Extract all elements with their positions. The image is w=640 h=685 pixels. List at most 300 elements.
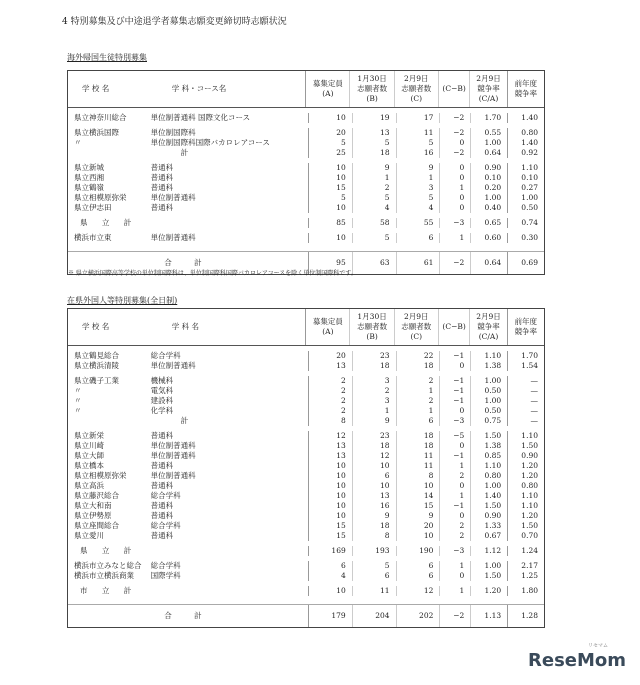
cell-ratio: 1.70 (470, 113, 507, 123)
group-total-row (68, 416, 544, 426)
row-group (68, 556, 544, 581)
cell-applicants-feb9: 18 (396, 431, 440, 441)
cell-applicants-feb9: 9 (396, 511, 440, 521)
table-row (68, 163, 544, 173)
cell-change: −2 (439, 128, 470, 138)
cell-capacity: 5 (308, 138, 352, 148)
cell-change: 0 (439, 163, 470, 173)
cell-ratio: 1.50 (470, 431, 507, 441)
grand-total-label: 合 計 (164, 258, 212, 267)
row-group (68, 123, 544, 158)
cell-change: 0 (439, 193, 470, 203)
cell-school: 〃 (74, 386, 82, 395)
cell-course (151, 218, 308, 228)
cell-applicants-jan30: 5 (352, 193, 396, 203)
cell-ratio: 1.33 (470, 521, 507, 531)
cell-applicants-jan30: 2 (352, 386, 396, 396)
cell-applicants-jan30: 12 (352, 451, 396, 461)
cell-ratio: 1.00 (470, 396, 507, 406)
cell-ratio: 0.85 (470, 451, 507, 461)
header-ratio: 2月9日 競争率 (C/A) (469, 71, 506, 107)
cell-applicants-jan30: 13 (352, 128, 396, 138)
cell-applicants-jan30: 23 (352, 431, 396, 441)
cell-course: 建設科 (150, 396, 174, 405)
header-applicants-feb9: 2月9日 志願者数 (C) (394, 309, 438, 345)
row-group (68, 213, 544, 228)
cell-school: 県立新城 (74, 163, 104, 172)
cell-change: 0 (439, 173, 470, 183)
table-row (68, 461, 544, 471)
grand-total-row (68, 604, 544, 627)
cell-course: 電気科 (150, 386, 174, 395)
cell-capacity: 2 (308, 376, 352, 386)
cell-course: 単位制普通科 (150, 193, 196, 202)
cell-prev-ratio: 1.20 (507, 511, 544, 521)
header-applicants-jan30: 1月30日 志願者数 (B) (349, 309, 393, 345)
cell-applicants-feb9: 2 (396, 376, 440, 386)
cell-capacity: 2 (308, 396, 352, 406)
cell-ratio: 0.65 (470, 218, 507, 228)
cell-capacity: 20 (308, 128, 352, 138)
cell-ratio: 0.40 (470, 203, 507, 213)
cell-course: 単位制普通科 (150, 233, 196, 242)
table-row (68, 441, 544, 451)
cell-course: 単位制普通科 (150, 451, 196, 460)
cell-applicants-feb9: 3 (396, 183, 440, 193)
table-row (68, 183, 544, 193)
cell-applicants-jan30: 16 (352, 501, 396, 511)
cell-change: −2 (439, 148, 470, 158)
cell-ratio: 1.10 (470, 351, 507, 361)
cell-prev-ratio: 1.20 (507, 461, 544, 471)
cell-change: −3 (439, 218, 470, 228)
grand-change: −2 (439, 605, 470, 627)
cell-school: 〃 (74, 396, 82, 405)
cell-prev-ratio: 1.40 (507, 113, 544, 123)
cell-prev-ratio: 1.70 (507, 351, 544, 361)
cell-course: 総合学科 (150, 351, 181, 360)
cell-applicants-feb9: 11 (396, 451, 440, 461)
cell-prev-ratio: 0.70 (507, 531, 544, 541)
cell-prev-ratio: 0.92 (507, 148, 544, 158)
cell-applicants-jan30: 18 (352, 361, 396, 371)
cell-change: 0 (439, 406, 470, 416)
grand-capacity: 179 (308, 605, 352, 627)
cell-prev-ratio: 0.27 (507, 183, 544, 193)
cell-applicants-feb9: 22 (396, 351, 440, 361)
cell-capacity: 5 (308, 193, 352, 203)
cell-ratio: 0.60 (470, 233, 507, 243)
table-row (68, 233, 544, 243)
cell-school: 県立新栄 (74, 431, 104, 440)
cell-capacity: 10 (308, 501, 352, 511)
cell-prev-ratio: 1.50 (507, 441, 544, 451)
cell-school: 県立藤沢総合 (74, 491, 119, 500)
cell-change: −1 (439, 501, 470, 511)
cell-school: 県立座間総合 (74, 521, 119, 530)
cell-capacity: 15 (308, 531, 352, 541)
cell-course: 単位制国際科国際バカロレアコース (150, 138, 270, 147)
cell-capacity: 12 (308, 431, 352, 441)
cell-capacity: 13 (308, 361, 352, 371)
cell-change: 0 (439, 571, 470, 581)
header-capacity: 募集定員 (A) (305, 309, 349, 345)
cell-course: 計 (180, 416, 189, 425)
cell-school: 県立愛川 (74, 531, 104, 540)
table-row (68, 571, 544, 581)
cell-school: 横浜市立東 (74, 233, 112, 242)
cell-course: 機械科 (150, 376, 174, 385)
cell-course: 単位制普通科 (150, 471, 196, 480)
cell-applicants-jan30: 9 (352, 511, 396, 521)
cell-prev-ratio: 0.80 (507, 481, 544, 491)
cell-applicants-feb9: 14 (396, 491, 440, 501)
cell-ratio: 1.00 (470, 193, 507, 203)
cell-course: 単位制普通科 (150, 441, 196, 450)
cell-prev-ratio: — (507, 396, 544, 406)
foreign-residents-applications-table (67, 308, 545, 628)
cell-school: 県立磯子工業 (74, 376, 119, 385)
cell-school: 県立大師 (74, 451, 104, 460)
table-row (68, 138, 544, 148)
cell-ratio: 0.50 (470, 406, 507, 416)
cell-change: −1 (439, 386, 470, 396)
cell-change: 2 (439, 471, 470, 481)
grand-applicants-jan30: 204 (352, 605, 396, 627)
grand-ratio: 0.64 (470, 252, 507, 274)
cell-applicants-feb9: 10 (396, 481, 440, 491)
cell-applicants-jan30: 6 (352, 571, 396, 581)
resemom-logo: ReseMom (528, 650, 627, 671)
cell-ratio: 0.90 (470, 511, 507, 521)
cell-capacity: 2 (308, 406, 352, 416)
cell-applicants-feb9: 6 (396, 416, 440, 426)
cell-school: 県立相模原弥栄 (74, 193, 127, 202)
cell-school: 県立鶴嶺 (74, 183, 104, 192)
cell-prev-ratio: 0.74 (507, 218, 544, 228)
cell-school: 〃 (74, 406, 82, 415)
cell-ratio: 1.50 (470, 501, 507, 511)
cell-prev-ratio: 0.80 (507, 128, 544, 138)
cell-applicants-feb9: 6 (396, 561, 440, 571)
row-group (68, 158, 544, 213)
cell-change: 1 (439, 561, 470, 571)
cell-course: 総合学科 (150, 491, 181, 500)
cell-capacity: 4 (308, 571, 352, 581)
cell-applicants-feb9: 1 (396, 386, 440, 396)
cell-change: 1 (439, 586, 470, 596)
footnote: ※ 県立横浜国際高等学校の単位制国際科は、単位制国際科国際バカロレアコースを除く単位制国際科です。 (68, 270, 357, 277)
cell-ratio: 1.40 (470, 491, 507, 501)
header-course: 学 科 名 (171, 322, 200, 331)
cell-capacity: 10 (308, 113, 352, 123)
cell-capacity: 10 (308, 491, 352, 501)
cell-school: 県立横浜清陵 (74, 361, 119, 370)
cell-ratio: 0.67 (470, 531, 507, 541)
cell-applicants-feb9: 10 (396, 531, 440, 541)
cell-prev-ratio: 0.30 (507, 233, 544, 243)
cell-change: −3 (439, 416, 470, 426)
cell-prev-ratio: 1.00 (507, 193, 544, 203)
table-row (68, 471, 544, 481)
table-row (68, 396, 544, 406)
cell-ratio: 1.00 (470, 481, 507, 491)
cell-applicants-jan30: 8 (352, 531, 396, 541)
cell-course: 単位制国際科 (150, 128, 196, 137)
header-capacity: 募集定員 (A) (305, 71, 349, 107)
cell-ratio: 1.00 (470, 561, 507, 571)
cell-applicants-jan30: 19 (352, 113, 396, 123)
cell-capacity: 10 (308, 586, 352, 596)
grand-applicants-feb9: 61 (396, 252, 440, 274)
cell-capacity: 10 (308, 471, 352, 481)
cell-prev-ratio: — (507, 376, 544, 386)
cell-change: 1 (439, 491, 470, 501)
cell-change: 2 (439, 521, 470, 531)
cell-applicants-feb9: 1 (396, 406, 440, 416)
cell-applicants-feb9: 12 (396, 586, 440, 596)
header-prev-ratio: 前年度 競争率 (507, 309, 544, 345)
document-title: 4 特別募集及び中途退学者募集志願変更締切時志願状況 (62, 17, 287, 27)
cell-applicants-jan30: 18 (352, 148, 396, 158)
cell-prev-ratio: 1.80 (507, 586, 544, 596)
cell-ratio: 1.12 (470, 546, 507, 556)
cell-change: 0 (439, 203, 470, 213)
grand-ratio: 1.13 (470, 605, 507, 627)
cell-prev-ratio: 1.10 (507, 163, 544, 173)
cell-change: −1 (439, 376, 470, 386)
returnee-applications-table (67, 70, 545, 275)
cell-prev-ratio: 0.10 (507, 173, 544, 183)
cell-change: −5 (439, 431, 470, 441)
cell-applicants-jan30: 3 (352, 396, 396, 406)
cell-capacity: 10 (308, 163, 352, 173)
table-row (68, 406, 544, 416)
cell-applicants-jan30: 3 (352, 376, 396, 386)
cell-course: 単位制普通科 国際文化コース (150, 113, 251, 122)
cell-school: 県立橋本 (74, 461, 104, 470)
cell-prev-ratio: 1.54 (507, 361, 544, 371)
cell-applicants-feb9: 4 (396, 203, 440, 213)
cell-applicants-jan30: 1 (352, 406, 396, 416)
cell-capacity: 25 (308, 148, 352, 158)
cell-course: 国際学科 (150, 571, 181, 580)
cell-prev-ratio: 1.24 (507, 546, 544, 556)
cell-course: 普通科 (150, 431, 174, 440)
group-total-row (68, 148, 544, 158)
cell-applicants-jan30: 9 (352, 163, 396, 173)
row-group (68, 346, 544, 371)
header-course: 学 科・コース名 (171, 84, 227, 93)
cell-applicants-feb9: 6 (396, 233, 440, 243)
cell-school (68, 416, 151, 426)
row-group (68, 541, 544, 556)
cell-capacity: 10 (308, 173, 352, 183)
cell-school: 横浜市立みなと総合 (74, 561, 142, 570)
cell-applicants-jan30: 58 (352, 218, 396, 228)
cell-school: 県立川崎 (74, 441, 104, 450)
cell-course: 普通科 (150, 481, 174, 490)
table-row (68, 361, 544, 371)
cell-ratio: 0.80 (470, 471, 507, 481)
table-row (68, 351, 544, 361)
table-row (68, 511, 544, 521)
cell-prev-ratio: 0.90 (507, 451, 544, 461)
table-row (68, 451, 544, 461)
cell-school: 県立神奈川総合 (74, 113, 127, 122)
cell-ratio: 1.50 (470, 571, 507, 581)
cell-ratio: 0.75 (470, 416, 507, 426)
header-change: (C−B) (438, 309, 469, 345)
cell-applicants-jan30: 193 (352, 546, 396, 556)
cell-ratio: 1.00 (470, 376, 507, 386)
cell-course: 普通科 (150, 203, 174, 212)
row-group (68, 108, 544, 123)
cell-change: −3 (439, 546, 470, 556)
table-row (68, 501, 544, 511)
header-prev-ratio: 前年度 競争率 (507, 71, 544, 107)
logo-subtext: リセマム (588, 643, 608, 649)
cell-change: −1 (439, 396, 470, 406)
table-row (68, 531, 544, 541)
cell-ratio: 0.50 (470, 386, 507, 396)
cell-applicants-jan30: 6 (352, 471, 396, 481)
header-applicants-jan30: 1月30日 志願者数 (B) (349, 71, 393, 107)
cell-ratio: 0.55 (470, 128, 507, 138)
row-group (68, 371, 544, 426)
cell-applicants-jan30: 23 (352, 351, 396, 361)
table-row (68, 203, 544, 213)
cell-applicants-feb9: 16 (396, 148, 440, 158)
cell-change: −1 (439, 351, 470, 361)
cell-applicants-feb9: 55 (396, 218, 440, 228)
header-ratio: 2月9日 競争率 (C/A) (469, 309, 506, 345)
table-row (68, 561, 544, 571)
table-row (68, 193, 544, 203)
table-row (68, 386, 544, 396)
cell-change: 0 (439, 481, 470, 491)
cell-capacity: 2 (308, 386, 352, 396)
table-header (68, 71, 544, 108)
header-school: 学 校 名 (82, 84, 110, 93)
row-group (68, 581, 544, 596)
cell-ratio: 0.64 (470, 148, 507, 158)
cell-applicants-feb9: 18 (396, 441, 440, 451)
table-row (68, 481, 544, 491)
cell-school (68, 148, 151, 158)
cell-ratio: 1.38 (470, 441, 507, 451)
cell-course: 化学科 (150, 406, 174, 415)
cell-applicants-feb9: 9 (396, 163, 440, 173)
cell-change: 0 (439, 441, 470, 451)
cell-course: 普通科 (150, 461, 174, 470)
cell-applicants-jan30: 5 (352, 233, 396, 243)
cell-applicants-feb9: 2 (396, 396, 440, 406)
section-title-foreign-residents: 在県外国人等特別募集(全日制) (67, 296, 178, 305)
cell-school: 県立鶴見総合 (74, 351, 119, 360)
cell-applicants-feb9: 5 (396, 138, 440, 148)
cell-ratio: 0.90 (470, 163, 507, 173)
cell-ratio: 1.10 (470, 461, 507, 471)
cell-applicants-feb9: 1 (396, 173, 440, 183)
cell-course: 普通科 (150, 531, 174, 540)
cell-school: 横浜市立横浜商業 (74, 571, 134, 580)
cell-change: 2 (439, 531, 470, 541)
header-school: 学 校 名 (82, 322, 110, 331)
table-row (68, 113, 544, 123)
table-row (68, 431, 544, 441)
header-applicants-feb9: 2月9日 志願者数 (C) (394, 71, 438, 107)
cell-capacity: 10 (308, 511, 352, 521)
cell-capacity: 10 (308, 461, 352, 471)
cell-school: 県 立 計 (80, 218, 138, 227)
cell-change: 1 (439, 461, 470, 471)
cell-school: 県立伊勢原 (74, 511, 112, 520)
table-row (68, 491, 544, 501)
cell-course (151, 586, 308, 596)
cell-school: 県立相模原弥栄 (74, 471, 127, 480)
cell-prev-ratio: 2.17 (507, 561, 544, 571)
grand-prev-ratio: 0.69 (507, 252, 544, 274)
grand-prev-ratio: 1.28 (507, 605, 544, 627)
cell-capacity: 6 (308, 561, 352, 571)
cell-course: 総合学科 (150, 561, 181, 570)
table-row (68, 376, 544, 386)
cell-applicants-jan30: 10 (352, 481, 396, 491)
cell-applicants-feb9: 20 (396, 521, 440, 531)
cell-ratio: 0.20 (470, 183, 507, 193)
cell-school: 〃 (74, 138, 82, 147)
cell-capacity: 10 (308, 233, 352, 243)
cell-course: 総合学科 (150, 521, 181, 530)
section-title-returnee: 海外帰国生徒特別募集 (67, 53, 147, 62)
cell-prev-ratio: 1.10 (507, 501, 544, 511)
cell-school: 県立西湘 (74, 173, 104, 182)
cell-applicants-jan30: 18 (352, 521, 396, 531)
cell-course: 単位制普通科 (150, 361, 196, 370)
cell-prev-ratio: — (507, 386, 544, 396)
row-group (68, 426, 544, 541)
cell-applicants-jan30: 5 (352, 138, 396, 148)
cell-applicants-feb9: 18 (396, 361, 440, 371)
cell-school: 県立横浜国際 (74, 128, 119, 137)
subtotal-row (68, 218, 544, 228)
cell-applicants-jan30: 18 (352, 441, 396, 451)
cell-change: 1 (439, 233, 470, 243)
cell-ratio: 1.38 (470, 361, 507, 371)
cell-school: 県立高浜 (74, 481, 104, 490)
grand-applicants-jan30: 63 (352, 252, 396, 274)
grand-capacity: 95 (308, 252, 352, 274)
cell-school: 県立大和南 (74, 501, 112, 510)
cell-applicants-feb9: 8 (396, 471, 440, 481)
grand-total-label: 合 計 (164, 611, 212, 620)
cell-course: 普通科 (150, 501, 174, 510)
cell-ratio: 1.20 (470, 586, 507, 596)
cell-applicants-feb9: 6 (396, 571, 440, 581)
cell-capacity: 20 (308, 351, 352, 361)
cell-prev-ratio: 1.50 (507, 521, 544, 531)
cell-prev-ratio: 1.10 (507, 491, 544, 501)
cell-prev-ratio: — (507, 406, 544, 416)
cell-change: 0 (439, 138, 470, 148)
cell-course: 普通科 (150, 173, 174, 182)
cell-applicants-feb9: 17 (396, 113, 440, 123)
cell-course: 普通科 (150, 183, 174, 192)
cell-applicants-jan30: 2 (352, 183, 396, 193)
table-header (68, 309, 544, 346)
cell-course: 普通科 (150, 511, 174, 520)
